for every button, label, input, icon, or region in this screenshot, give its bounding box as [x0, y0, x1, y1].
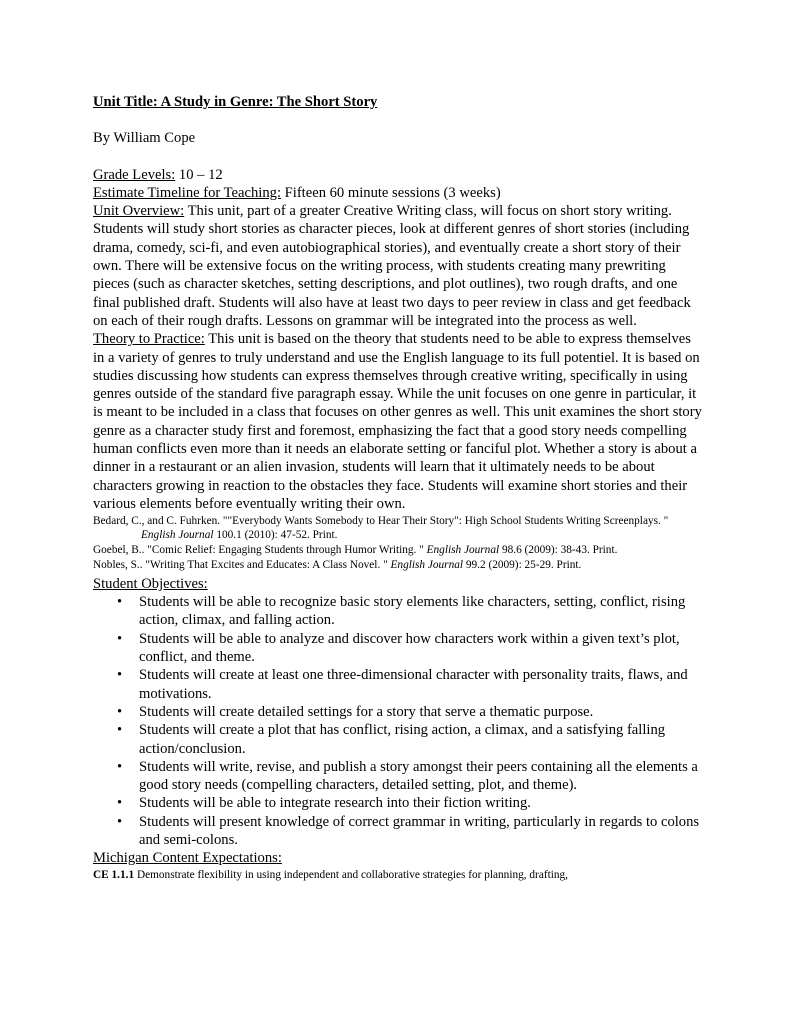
- reference-journal: English Journal: [390, 559, 464, 572]
- grade-label: Grade Levels:: [93, 166, 176, 183]
- references: [93, 515, 703, 573]
- content-expectation: [93, 868, 703, 882]
- reference-item: [93, 544, 703, 557]
- objective-text: Students will create detailed settings for a story that serve a thematic purpose.: [139, 703, 594, 720]
- objective-text: Students will be able to recognize basic story elements like characters, setting, conflict, rising action, climax, and falling action.: [139, 594, 686, 629]
- grade-levels: [93, 166, 703, 184]
- timeline: [93, 184, 703, 202]
- ce-code: CE 1.1.1: [93, 868, 135, 881]
- bullet-icon: •: [117, 667, 123, 684]
- spacer: [93, 148, 703, 166]
- timeline-label: Estimate Timeline for Teaching:: [93, 184, 281, 201]
- author-byline: By William Cope: [93, 130, 196, 147]
- theory-to-practice: [93, 330, 703, 513]
- list-item: [93, 721, 703, 758]
- reference-text: Nobles, S.. "Writing That Excites and Educates: A Class Novel. ": [93, 559, 391, 572]
- bullet-icon: •: [117, 758, 123, 775]
- theory-text: This unit is based on the theory that students need to be able to express themselves in a variety of genres to truly understand and use the English language to its full potentiel. It is based on studies discussing how students can express themselves through creative writing, specifically in using genres outside of the standard five paragraph essay. While the unit focuses on one genre in particular, it is meant to be included in a class that focuses on other genres as well. This unit examines the short story genre as a character study first and foremost, emphasizing the fact that a good story needs compelling human conflicts even more than it needs an elaborate setting or fanciful plot. Whether a story is about a dinner in a restaurant or an alien invasion, students will learn that it ultimately needs to be about characters growing in reaction to the obstacles they face. Students will examine short stories and their various elements before eventually writing their own.: [93, 331, 702, 512]
- bullet-icon: •: [117, 594, 123, 611]
- reference-citation: 99.2 (2009): 25-29. Print.: [463, 559, 582, 572]
- list-item: [93, 703, 703, 721]
- objective-text: Students will write, revise, and publish a story amongst their peers containing all the elements a good story needs (compelling characters, detailed setting, plot, and theme).: [139, 758, 698, 794]
- unit-title: Unit Title: A Study in Genre: The Short Story: [93, 94, 378, 110]
- objective-text: Students will present knowledge of correct grammar in writing, particularly in regards to colons and semi-colons.: [139, 813, 700, 849]
- list-item: [93, 593, 703, 630]
- list-item: [93, 794, 703, 812]
- reference-item: [93, 559, 703, 572]
- objectives-list: [93, 593, 703, 849]
- bullet-icon: •: [117, 703, 123, 720]
- objective-text: Students will create a plot that has conflict, rising action, a climax, and a satisfying falling action/conclusion.: [139, 722, 666, 757]
- reference-journal: English Journal: [141, 528, 214, 541]
- bullet-icon: •: [117, 813, 123, 830]
- grade-value: 10 – 12: [175, 166, 223, 183]
- reference-citation: 100.1 (2010): 47-52. Print.: [213, 528, 338, 541]
- timeline-value: Fifteen 60 minute sessions (3 weeks): [281, 184, 501, 201]
- objective-text: Students will be able to integrate research into their fiction writing.: [139, 795, 531, 812]
- unit-overview: [93, 202, 703, 330]
- document-body: [93, 93, 703, 882]
- bullet-icon: •: [117, 630, 123, 647]
- overview-text: This unit, part of a greater Creative Writing class, will focus on short story writing. Students will study short stories as character pieces, look at different genres of short stories (including drama, comedy, sci-fi, and even autobiographical stories), and eventually create a short story of their own. There will be extensive focus on the writing process, with students creating many prewriting pieces (such as character sketches, setting descriptions, and plot outlines), two rough drafts, and one final published draft. Students will also have at least two days to peer review in class and get feedback on each of their rough drafts. Lessons on grammar will be integrated into the process as well.: [93, 203, 691, 329]
- list-item: [93, 758, 703, 795]
- reference-text: Goebel, B.. "Comic Relief: Engaging Students through Humor Writing. ": [93, 544, 427, 557]
- reference-item: [93, 515, 703, 542]
- ce-text: Demonstrate flexibility in using independent and collaborative strategies for planning, drafting,: [134, 868, 568, 881]
- theory-label: Theory to Practice:: [93, 331, 205, 348]
- objective-text: Students will be able to analyze and discover how characters work within a given text’s plot, conflict, and theme.: [139, 630, 680, 666]
- reference-journal: English Journal: [426, 544, 500, 557]
- overview-label: Unit Overview:: [93, 203, 185, 220]
- bullet-icon: •: [117, 722, 123, 739]
- list-item: [93, 666, 703, 703]
- objective-text: Students will create at least one three-dimensional character with personality traits, flaws, and motivations.: [139, 667, 688, 702]
- list-item: [93, 813, 703, 850]
- reference-text: Bedard, C., and C. Fuhrken. ""Everybody Wants Somebody to Hear Their Story": High School Students Writing Screenplays. ": [93, 515, 669, 528]
- bullet-icon: •: [117, 795, 123, 812]
- objectives-heading: Student Objectives:: [93, 575, 208, 592]
- reference-citation: 98.6 (2009): 38-43. Print.: [499, 544, 618, 557]
- list-item: [93, 630, 703, 667]
- michigan-heading: Michigan Content Expectations:: [93, 850, 282, 867]
